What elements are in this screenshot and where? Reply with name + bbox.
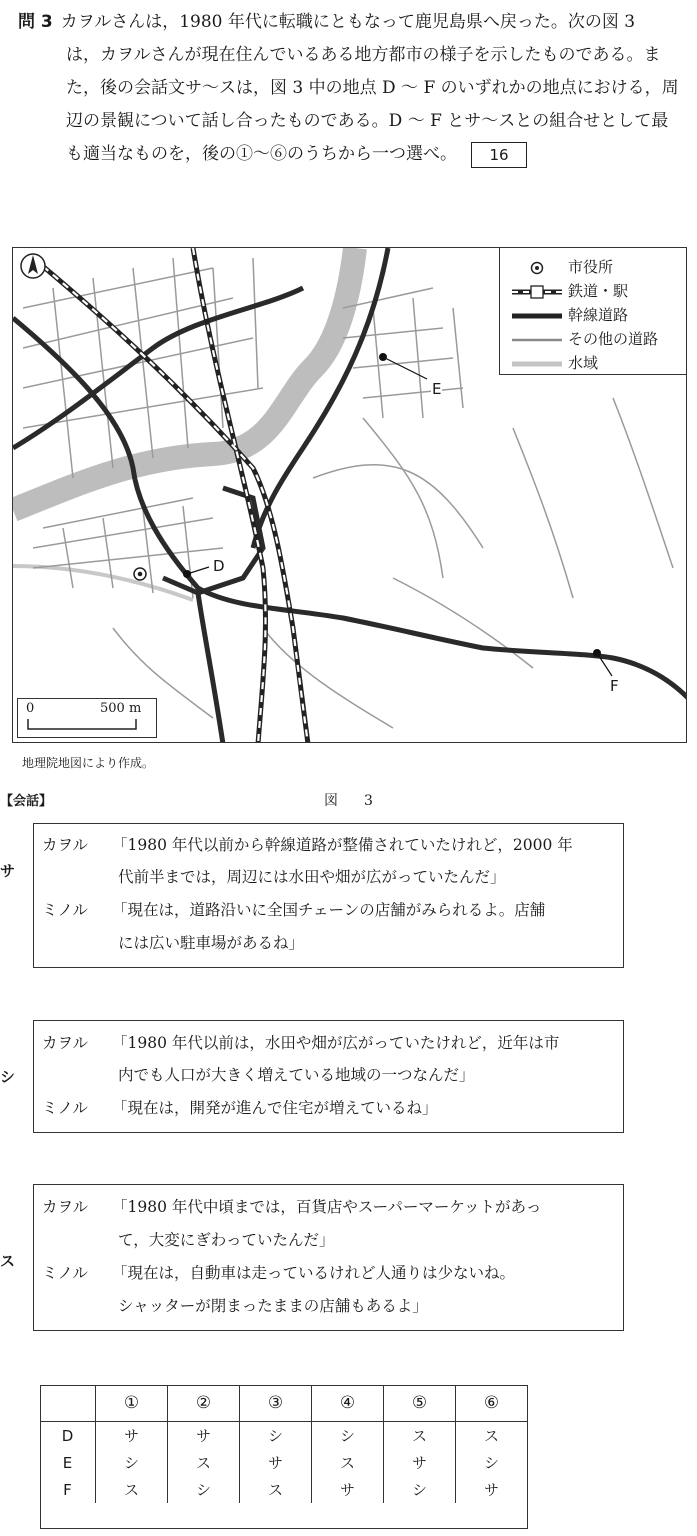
city-hall-symbol: [134, 568, 146, 580]
point-d-label: D: [213, 557, 225, 575]
speech-line: 「1980 年代中頃までは，百貨店やスーパーマーケットがあっ: [112, 1198, 542, 1216]
table-cell: ス: [312, 1449, 384, 1476]
speaker-minoru: ミノル: [42, 1264, 88, 1282]
railway-icon: [512, 285, 562, 299]
conversation-su-box: [33, 1184, 624, 1331]
table-cell: ス: [456, 1422, 528, 1450]
speech-line: 「1980 年代以前から幹線道路が整備されていたけれど，2000 年: [112, 836, 573, 854]
table-cell: シ: [96, 1449, 168, 1476]
map-scale: [17, 698, 157, 738]
table-cell: サ: [384, 1449, 456, 1476]
scale-zero: 0: [26, 701, 35, 716]
map-legend: [499, 247, 687, 375]
answer-number-box: 16: [471, 142, 527, 168]
row-label: D: [61, 1426, 74, 1445]
legend-main-road: 幹線道路: [512, 304, 628, 326]
table-cell: サ: [312, 1476, 384, 1503]
table-cell: シ: [384, 1476, 456, 1503]
legend-railway: 鉄道・駅: [512, 280, 628, 302]
answer-row-f: [40, 1476, 527, 1503]
choice-5-header[interactable]: ⑤: [384, 1385, 456, 1422]
table-cell: ス: [240, 1476, 312, 1503]
legend-city-hall: 市役所: [512, 256, 613, 278]
scale-bar: [18, 699, 158, 739]
speaker-kaworu: カヲル: [42, 836, 89, 854]
choice-6-header[interactable]: ⑥: [456, 1385, 528, 1422]
table-cell: サ: [96, 1422, 168, 1450]
speech-line: 「現在は，開発が進んで住宅が増えているね」: [112, 1099, 438, 1117]
city-hall-icon: [512, 261, 562, 275]
answer-header-row: [40, 1385, 527, 1422]
question-text: [18, 6, 688, 171]
row-label: F: [63, 1480, 72, 1499]
table-cell: シ: [240, 1422, 312, 1450]
conversation-shi-box: [33, 1020, 624, 1133]
table-cell: シ: [312, 1422, 384, 1450]
answer-row-e: [40, 1449, 527, 1476]
figure-3-map: [12, 247, 687, 743]
answer-row-d: [40, 1422, 527, 1450]
speaker-kaworu: カヲル: [42, 1034, 89, 1052]
speech-line: 「1980 年代以前は，水田や畑が広がっていたけれど，近年は市: [112, 1034, 560, 1052]
row-label: E: [62, 1453, 73, 1472]
speech-line: て，大変にぎわっていたんだ」: [118, 1231, 335, 1249]
question-line-1: 問 3 カヲルさんは，1980 年代に転職にともなって鹿児島県へ戻った。次の図 3: [18, 12, 636, 32]
point-e-label: E: [432, 380, 442, 398]
map-source-note: 地理院地図により作成。: [22, 756, 155, 770]
speech-line: 代前半までは，周辺には水田や畑が広がっていたんだ」: [118, 868, 506, 886]
choice-4-header[interactable]: ④: [312, 1385, 384, 1422]
point-f-label: F: [610, 677, 619, 695]
legend-water: 水域: [512, 352, 598, 374]
conversation-su-label: ス: [0, 1252, 16, 1270]
speech-line: 内でも人口が大きく増えている地域の一つなんだ」: [118, 1066, 475, 1084]
speaker-kaworu: カヲル: [42, 1198, 89, 1216]
question-line-5: も適当なものを，後の①～⑥のうちから一つ選べ。 16: [18, 138, 688, 171]
legend-other-road: その他の道路: [512, 328, 658, 350]
speech-line: 「現在は，道路沿いに全国チェーンの店舗がみられるよ。店舗: [112, 901, 546, 919]
speech-line: 「現在は，自動車は走っているけれど人通りは少ないね。: [112, 1264, 516, 1282]
choice-2-header[interactable]: ②: [168, 1385, 240, 1422]
table-cell: シ: [168, 1476, 240, 1503]
scale-distance: 500 m: [100, 701, 142, 716]
conversation-sa-label: サ: [0, 862, 16, 880]
question-number: 問 3: [18, 12, 53, 32]
speaker-minoru: ミノル: [42, 901, 88, 919]
speech-line: シャッターが閉まったままの店舗もあるよ」: [118, 1297, 428, 1315]
question-line-3: た，後の会話文サ～スは，図 3 中の地点 D ～ F のいずれかの地点における，周: [66, 78, 679, 98]
question-line-2: は，カヲルさんが現在住んでいるある地方都市の様子を示したものである。ま: [66, 45, 661, 65]
table-cell: サ: [168, 1422, 240, 1450]
other-road-icon: [512, 333, 562, 347]
question-line-4: 辺の景観について話し合ったものである。D ～ F とサ～スとの組合せとして最: [66, 111, 669, 131]
choice-1-header[interactable]: ①: [96, 1385, 168, 1422]
table-cell: ス: [168, 1449, 240, 1476]
stream: [13, 566, 193, 600]
answer-table: [40, 1385, 527, 1503]
main-road-icon: [512, 309, 562, 323]
table-cell: シ: [456, 1449, 528, 1476]
table-cell: ス: [384, 1422, 456, 1450]
speaker-minoru: ミノル: [42, 1099, 88, 1117]
conversation-heading: 【会話】: [0, 794, 53, 809]
table-cell: ス: [96, 1476, 168, 1503]
water-icon: [512, 357, 562, 371]
table-cell: サ: [456, 1476, 528, 1503]
table-cell: サ: [240, 1449, 312, 1476]
conversation-shi-label: シ: [0, 1068, 16, 1086]
north-arrow-icon: [21, 254, 45, 278]
conversation-sa-box: [33, 823, 624, 968]
speech-line: には広い駐車場があるね」: [118, 934, 305, 952]
choice-3-header[interactable]: ③: [240, 1385, 312, 1422]
figure-caption: 図 3: [324, 793, 379, 809]
